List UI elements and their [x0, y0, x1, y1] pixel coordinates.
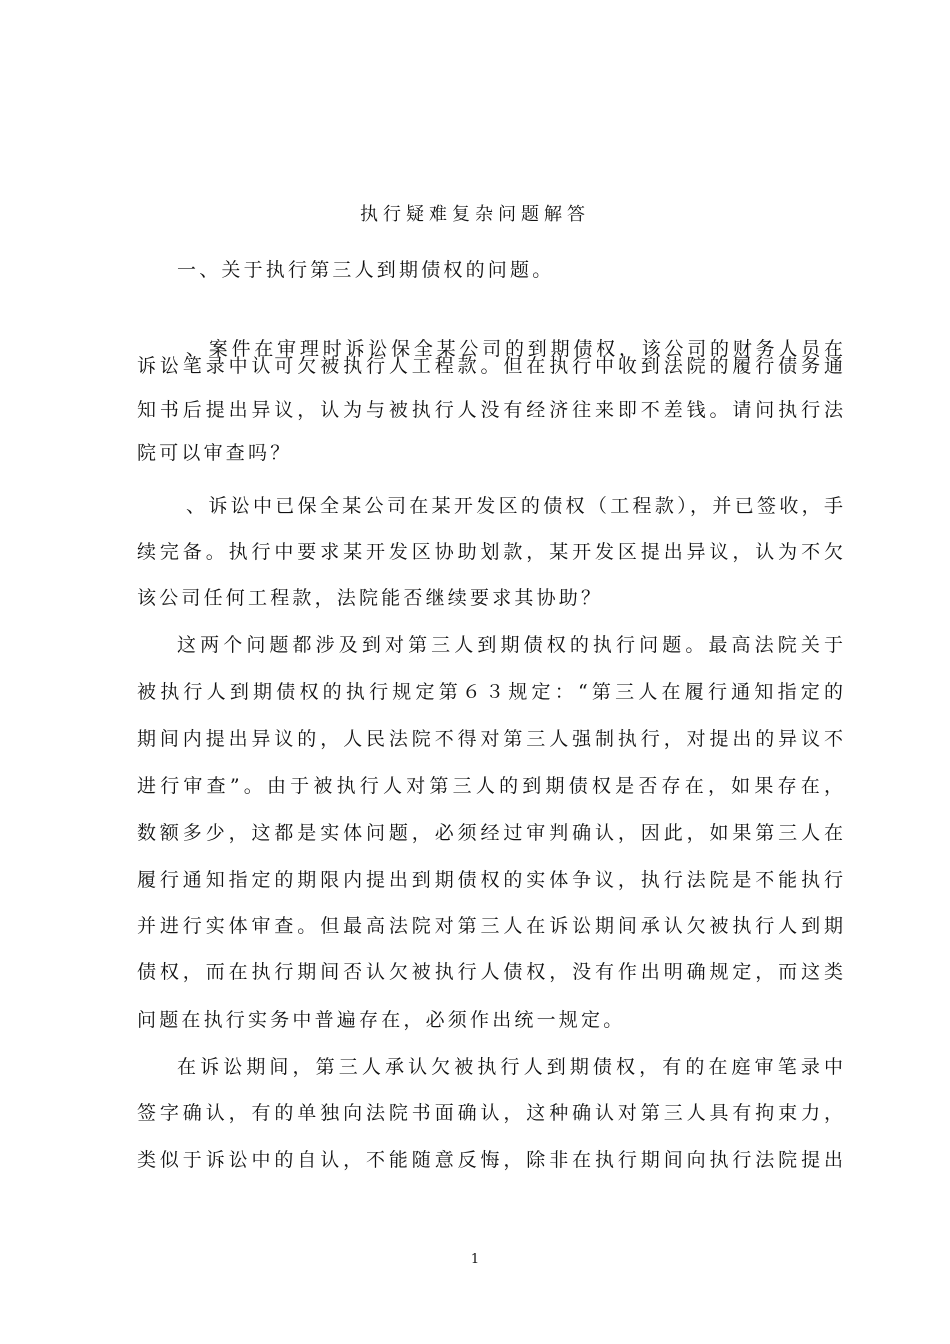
section-heading: 一、关于执行第三人到期债权的问题。 — [177, 259, 555, 281]
paragraph-line: 签字确认，有的单独向法院书面确认，这种确认对第三人具有拘束力， — [137, 1102, 843, 1124]
paragraph-line: 院可以审查吗？ — [137, 442, 293, 464]
paragraph-line: 问题在执行实务中普遍存在，必须作出统一规定。 — [137, 1009, 626, 1031]
document-title: 执行疑难复杂问题解答 — [360, 204, 590, 225]
page-number: 1 — [470, 1252, 480, 1267]
paragraph-line: 期间内提出异议的，人民法院不得对第三人强制执行，对提出的异议不 — [137, 728, 843, 750]
paragraph-line: 类似于诉讼中的自认，不能随意反悔，除非在执行期间向执行法院提出 — [137, 1149, 843, 1171]
paragraph-line: 债权，而在执行期间否认欠被执行人债权，没有作出明确规定，而这类 — [137, 961, 843, 983]
paragraph-line: 这两个问题都涉及到对第三人到期债权的执行问题。最高法院关于 — [177, 634, 843, 656]
paragraph-line: 诉讼笔录中认可欠被执行人工程款。但在执行中收到法院的履行债务通 — [137, 355, 843, 377]
paragraph-line: 在诉讼期间，第三人承认欠被执行人到期债权，有的在庭审笔录中 — [177, 1056, 843, 1078]
paragraph-line: 、诉讼中已保全某公司在某开发区的债权（工程款），并已签收，手 — [186, 495, 843, 517]
paragraph-line: 并进行实体审查。但最高法院对第三人在诉讼期间承认欠被执行人到期 — [137, 915, 843, 937]
paragraph-line: 进行审查”。由于被执行人对第三人的到期债权是否存在，如果存在， — [137, 775, 843, 797]
paragraph-line: 履行通知指定的期限内提出到期债权的实体争议，执行法院是不能执行 — [137, 869, 843, 891]
paragraph-line: 、案件在审理时诉讼保全某公司的到期债权，该公司的财务人员在 — [186, 338, 843, 360]
paragraph-line: 知书后提出异议，认为与被执行人没有经济往来即不差钱。请问执行法 — [137, 399, 843, 421]
paragraph-line: 数额多少，这都是实体问题，必须经过审判确认，因此，如果第三人在 — [137, 822, 843, 844]
paragraph-line: 续完备。执行中要求某开发区协助划款，某开发区提出异议，认为不欠 — [137, 541, 843, 563]
paragraph-line: 该公司任何工程款，法院能否继续要求其协助？ — [137, 587, 604, 609]
paragraph-line: 被执行人到期债权的执行规定第６３规定：“第三人在履行通知指定的 — [137, 681, 843, 703]
